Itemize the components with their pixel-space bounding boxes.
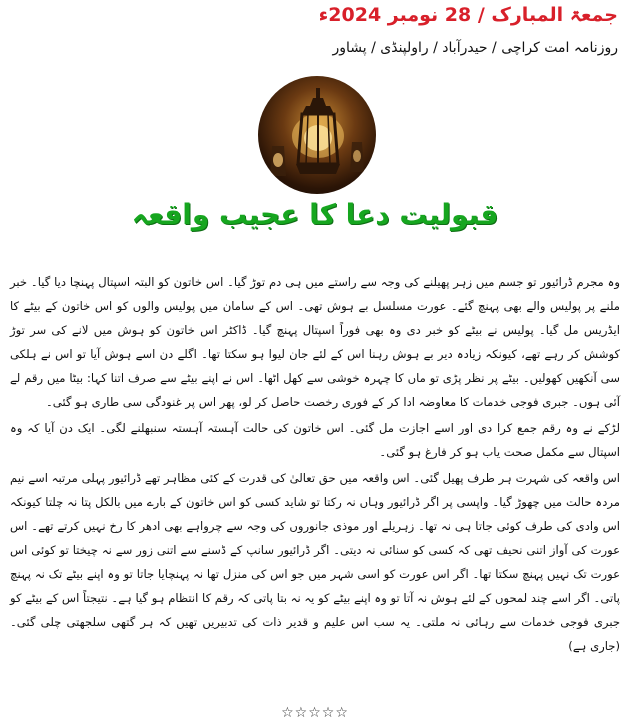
article-title: قبولیت دعا کا عجیب واقعہ [131, 198, 499, 231]
paragraph: اس واقعہ کی شہرت ہر طرف پھیل گئی۔ اس واقعہ میں حق تعالیٰ کی قدرت کے کئی مظاہر تھے ڈرائیور پہلی مرتبہ اسے نیم مردہ حالت میں چھوڑ گیا۔ واپسی پر اگر ڈرائیور وہاں نہ رکتا تو شاید کسی کو اس خاتون کے بارے میں بالکل پتا نہ چلتا کیونکہ اس وادی کی طرف کوئی جاتا ہی نہ تھا۔ زہریلے اور موذی جانوروں کی وجہ سے چرواہے بھی ادھر کا رخ نہیں کرتے تھے۔ اس عورت کی آواز اتنی نحیف تھی کہ کسی کو سنائی نہ دیتی۔ اگر ڈرائیور سانپ کے ڈسنے سے اتنی زور سے نہ چیختا تو کوئی اس عورت تک نہیں پہنچ سکتا تھا۔ اگر اس عورت کو اسی شہر میں جو اس کی منزل تھا نہ پہنچایا جاتا تو وہ اپنے بیٹے تک نہ پہنچ پاتی۔ اگر اسے چند لمحوں کے لئے ہوش نہ آتا تو وہ اپنے بیٹے کو یہ نہ بتا پاتی کہ رقم کا انتظام ہو گیا ہے۔ نتیجتاً اس کے بیٹے کو جبری فوجی خدمات سے رہائی نہ ملتی۔ یہ سب اس علیم و قدیر ذات کی تدبیریں تھیں کہ ہر گتھی سلجھتی چلی گئی۔ (جاری ہے) [10, 471, 620, 653]
newspaper-source: روزنامہ امت کراچی / حیدرآباد / راولپنڈی / پشاور [332, 40, 618, 56]
end-mark: ☆☆☆☆☆ [281, 705, 349, 721]
paragraph: وہ مجرم ڈرائیور تو جسم میں زہر پھیلنے کی وجہ سے راستے میں ہی دم توڑ گیا۔ اس خاتون کو البتہ اسپتال پہنچا دیا گیا۔ خبر ملنے پر پولیس والے بھی پہنچ گئے۔ عورت مسلسل بے ہوش تھی۔ اس کے سامان میں پولیس والوں کو اس خاتون کے بیٹے کا ایڈریس مل گیا۔ پولیس نے بیٹے کو خبر دی وہ بھی فوراً اسپتال پہنچ گیا۔ ڈاکٹر اس خاتون کو ہوش میں لانے کی سر توڑ کوشش کر رہے تھے، کیونکہ زیادہ دیر بے ہوش رہنا اس کے لئے جان لیوا ہو سکتا تھا۔ اگلے دن اسے ہوش آیا تو اس نے ہلکی سی آنکھیں کھولیں۔ بیٹے پر نظر پڑی تو ماں کا چہرہ خوشی سے کھل اٹھا۔ اس نے اپنے بیٹے سے صرف اتنا کہا: بیٹا میں رقم لے آئی ہوں۔ جبری فوجی خدمات کا معاوضہ ادا کر کے فوری رخصت حاصل کر لو، پھر اس پر غنودگی سی طاری ہو گئی۔ [10, 275, 620, 409]
paragraph: لڑکے نے وہ رقم جمع کرا دی اور اسے اجازت مل گئی۔ اس خاتون کی حالت آہستہ آہستہ سنبھلنے لگی۔ ایک دن آیا کہ وہ اسپتال سے مکمل صحت یاب ہو کر فارغ ہو گئی۔ [10, 421, 620, 459]
article-body [10, 270, 620, 660]
issue-date: جمعۃ المبارک / 28 نومبر 2024ء [318, 4, 618, 26]
lantern-photo [258, 76, 376, 194]
lantern-icon [258, 76, 376, 194]
